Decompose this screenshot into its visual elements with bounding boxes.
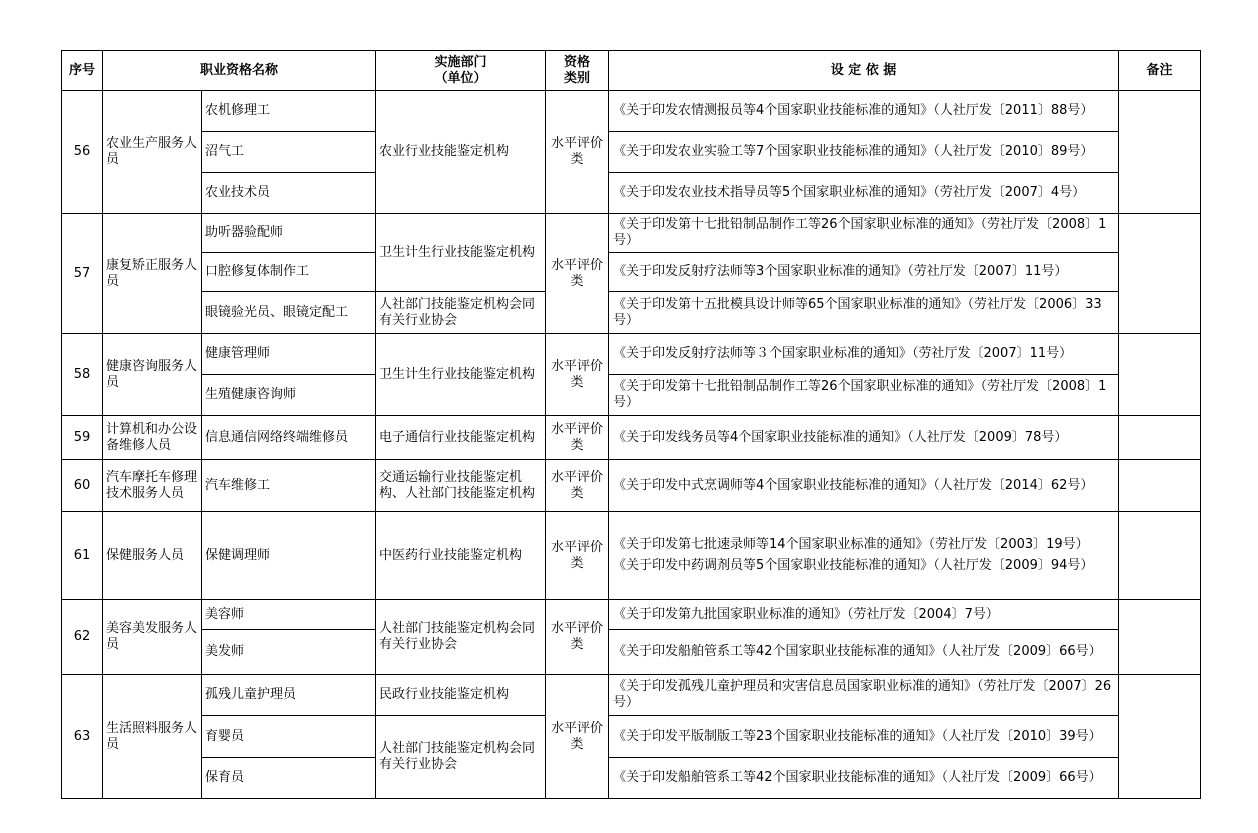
occupation: 信息通信网络终端维修员: [202, 416, 376, 460]
row-type: 水平评价类: [546, 512, 609, 600]
row-seq: 58: [62, 334, 103, 416]
table-row: [62, 716, 1201, 758]
row-type: 水平评价类: [546, 91, 609, 214]
occupation: 眼镜验光员、眼镜定配工: [202, 292, 376, 334]
table-row: [62, 600, 1201, 630]
row-type: 水平评价类: [546, 675, 609, 799]
occupation: 助听器验配师: [202, 214, 376, 253]
occupation: 生殖健康咨询师: [202, 375, 376, 416]
table-row: [62, 292, 1201, 334]
header-type-line2: 类别: [564, 70, 591, 86]
occupation: 保育员: [202, 758, 376, 799]
header-dept-line2: （单位）: [434, 70, 487, 86]
table-row: [62, 91, 1201, 132]
basis-text: 《关于印发第九批国家职业标准的通知》（劳社厅发〔2004〕7号）: [609, 600, 1119, 630]
header-dept-line1: 实施部门: [434, 54, 487, 70]
row-dept: 卫生计生行业技能鉴定机构: [376, 214, 546, 292]
row-dept: 人社部门技能鉴定机构会同有关行业协会: [376, 600, 546, 675]
qualification-table: [61, 50, 1201, 799]
row-remark: [1119, 416, 1201, 460]
row-remark: [1119, 334, 1201, 416]
row-dept: 农业行业技能鉴定机构: [376, 91, 546, 214]
row-group: 保健服务人员: [103, 512, 202, 600]
basis-text: 《关于印发船舶管系工等42个国家职业技能标准的通知》（人社厅发〔2009〕66号）: [609, 630, 1119, 675]
header-type-line1: 资格: [564, 54, 591, 70]
basis-text: 《关于印发农业实验工等7个国家职业技能标准的通知》（人社厅发〔2010〕89号）: [609, 132, 1119, 173]
header-type: [546, 51, 609, 91]
header-row: [62, 51, 1201, 91]
occupation: 汽车维修工: [202, 460, 376, 512]
row-type: 水平评价类: [546, 416, 609, 460]
occupation: 保健调理师: [202, 512, 376, 600]
table-row: [62, 512, 1201, 600]
basis-text: 《关于印发平版制版工等23个国家职业技能标准的通知》（人社厅发〔2010〕39号）: [609, 716, 1119, 758]
row-dept: 中医药行业技能鉴定机构: [376, 512, 546, 600]
occupation: 农业技术员: [202, 173, 376, 214]
header-seq: 序号: [62, 51, 103, 91]
row-seq: 56: [62, 91, 103, 214]
table-row: [62, 132, 1201, 173]
basis-text: 《关于印发孤残儿童护理员和灾害信息员国家职业标准的通知》（劳社厅发〔2007〕26号）: [609, 675, 1119, 716]
occupation: 育婴员: [202, 716, 376, 758]
row-seq: 57: [62, 214, 103, 334]
row-group: 汽车摩托车修理技术服务人员: [103, 460, 202, 512]
header-name: 职业资格名称: [103, 51, 376, 91]
table-row: [62, 334, 1201, 375]
row-dept: 交通运输行业技能鉴定机构、人社部门技能鉴定机构: [376, 460, 546, 512]
row-group: 农业生产服务人员: [103, 91, 202, 214]
header-remark: 备注: [1119, 51, 1201, 91]
basis-text: 《关于印发线务员等4个国家职业技能标准的通知》（人社厅发〔2009〕78号）: [609, 416, 1119, 460]
occupation: 沼气工: [202, 132, 376, 173]
basis-text: 《关于印发第十七批铅制品制作工等26个国家职业标准的通知》（劳社厅发〔2008〕1号）: [609, 214, 1119, 253]
table-row: [62, 416, 1201, 460]
row-dept: 人社部门技能鉴定机构会同有关行业协会: [376, 716, 546, 799]
basis-text: 《关于印发中药调剂员等5个国家职业技能标准的通知》（人社厅发〔2009〕94号）: [613, 558, 1094, 573]
occupation: 口腔修复体制作工: [202, 253, 376, 292]
row-remark: [1119, 460, 1201, 512]
table-row: [62, 214, 1201, 253]
row-seq: 63: [62, 675, 103, 799]
basis-text: 《关于印发反射疗法师等３个国家职业标准的通知》（劳社厅发〔2007〕11号）: [609, 334, 1119, 375]
basis-text: 《关于印发第七批速录师等14个国家职业标准的通知》（劳社厅发〔2003〕19号）: [613, 537, 1089, 552]
row-seq: 62: [62, 600, 103, 675]
basis-text: 《关于印发农业技术指导员等5个国家职业标准的通知》（劳社厅发〔2007〕4号）: [609, 173, 1119, 214]
row-dept: 卫生计生行业技能鉴定机构: [376, 334, 546, 416]
header-dept: [376, 51, 546, 91]
row-dept: 民政行业技能鉴定机构: [376, 675, 546, 716]
row-dept: 电子通信行业技能鉴定机构: [376, 416, 546, 460]
row-type: 水平评价类: [546, 460, 609, 512]
row-group: 康复矫正服务人员: [103, 214, 202, 334]
table-row: [62, 675, 1201, 716]
occupation: 健康管理师: [202, 334, 376, 375]
occupation: 美容师: [202, 600, 376, 630]
row-group: 生活照料服务人员: [103, 675, 202, 799]
header-basis: 设 定 依 据: [609, 51, 1119, 91]
row-seq: 59: [62, 416, 103, 460]
basis-cell: [609, 512, 1119, 600]
row-group: 计算机和办公设备维修人员: [103, 416, 202, 460]
basis-text: 《关于印发农情测报员等4个国家职业技能标准的通知》（人社厅发〔2011〕88号）: [609, 91, 1119, 132]
table-row: [62, 253, 1201, 292]
row-type: 水平评价类: [546, 214, 609, 334]
basis-text: 《关于印发第十七批铅制品制作工等26个国家职业标准的通知》（劳社厅发〔2008〕1号）: [609, 375, 1119, 416]
occupation: 农机修理工: [202, 91, 376, 132]
table-row: [62, 758, 1201, 799]
row-remark: [1119, 512, 1201, 600]
occupation: 美发师: [202, 630, 376, 675]
table-row: [62, 173, 1201, 214]
row-remark: [1119, 91, 1201, 214]
row-group: 美容美发服务人员: [103, 600, 202, 675]
basis-text: 《关于印发中式烹调师等4个国家职业技能标准的通知》（人社厅发〔2014〕62号）: [609, 460, 1119, 512]
basis-text: 《关于印发船舶管系工等42个国家职业技能标准的通知》（人社厅发〔2009〕66号）: [609, 758, 1119, 799]
table-row: [62, 375, 1201, 416]
basis-text: 《关于印发第十五批模具设计师等65个国家职业标准的通知》（劳社厅发〔2006〕33号）: [609, 292, 1119, 334]
row-dept: 人社部门技能鉴定机构会同有关行业协会: [376, 292, 546, 334]
row-type: 水平评价类: [546, 600, 609, 675]
table-row: [62, 630, 1201, 675]
basis-text: 《关于印发反射疗法师等3个国家职业标准的通知》（劳社厅发〔2007〕11号）: [609, 253, 1119, 292]
row-seq: 61: [62, 512, 103, 600]
row-group: 健康咨询服务人员: [103, 334, 202, 416]
table-row: [62, 460, 1201, 512]
occupation: 孤残儿童护理员: [202, 675, 376, 716]
row-type: 水平评价类: [546, 334, 609, 416]
row-remark: [1119, 214, 1201, 334]
row-remark: [1119, 600, 1201, 675]
row-seq: 60: [62, 460, 103, 512]
row-remark: [1119, 675, 1201, 799]
